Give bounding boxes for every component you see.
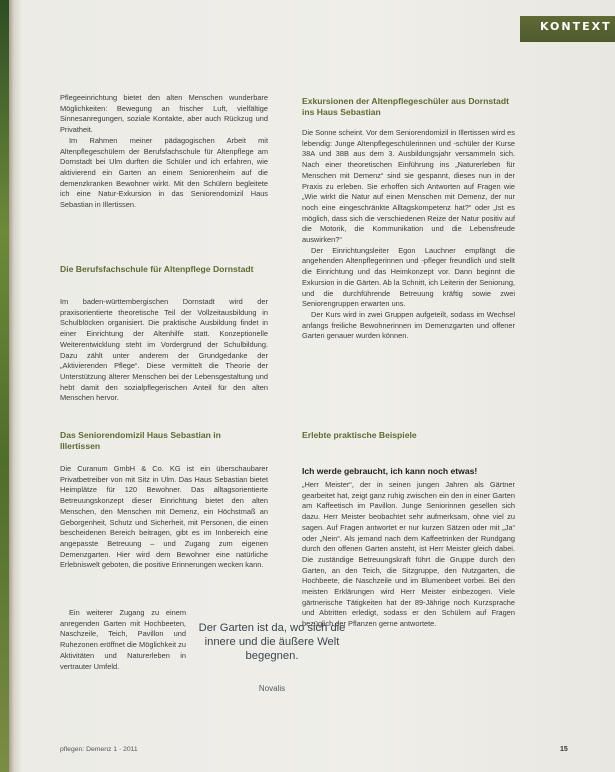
paragraph: Ein weiterer Zugang zu einem anregenden Garten mit Hochbeeten, Naschzeile, Teich, Pavillon und Ruhezonen eröffnet die Möglichkeit zu Aktivitäten und Naturerleben in vertrauter Umfeld. xyxy=(60,608,186,671)
quote-author: Novalis xyxy=(258,684,286,693)
col2-praxis xyxy=(302,480,515,630)
paragraph: Die Curanum GmbH & Co. KG ist ein überschaubarer Privatbetreiber von mit Sitz in Ulm. Das Haus Sebastian bietet Heimplätze für 120 Bewohner. Das alltagsorientierte Betreuungskonzept dieser Einrichtung bietet den alten Menschen, den Menschen mit Demenz, ein Höchstmaß an Geborgenheit, Schutz und Sicherheit, mit Personen, die einen bescheidenen Bereich beitragen, gibt es im Innbereich eine angepasste Betreuung – und Zugang zum eigenen Demenzgarten. Hier wird dem Bewohner eine natürliche Erlebniswelt geboten, die positive Erinnerungen wecken kann. xyxy=(60,464,268,570)
col1-seniorendomizil-cont xyxy=(60,608,186,672)
paragraph: Im Rahmen meiner pädagogischen Arbeit mit Altenpflegeschülern der Berufsfachschule für Altenpflege am Dornstadt bei Ulm durften die Schüler und ich erfahren, wie aktivierend ein Garten an einem Seniorenheim auf die demenzkranken Bewohner wirkt. Mit den Schülern begleitete ich eine Natur-Exkursion in das Seniorendomizil Haus Sebastian in Illertissen. xyxy=(60,135,268,210)
page-spine xyxy=(0,0,9,772)
paragraph: Der Einrichtungsleiter Egon Lauchner empfängt die angehenden Altenpflegerinnen und -pfleger freundlich und stellt die Einrichtung und das Heimkonzept vor. Dann beginnt die Exkursion in die Gärten. Ab la Schnitt, ich Leiterin der Seniorung, und die durchführende Betreuung kräftig sowie zwei Seniorengruppen erwarten uns. xyxy=(302,245,515,309)
pull-quote: Der Garten ist da, wo sich die innere und die äußere Welt begegnen. xyxy=(198,622,346,663)
col1-seniorendomizil xyxy=(60,464,268,571)
page-number: 15 xyxy=(560,746,568,753)
col2-exkursion xyxy=(302,128,515,342)
col1-berufsfachschule xyxy=(60,297,268,404)
col1-intro xyxy=(60,93,268,211)
heading-seniorendomizil: Das Seniorendomizil Haus Sebastian in Illertissen xyxy=(60,430,221,451)
heading-berufsfachschule: Die Berufsfachschule für Altenpflege Dornstadt xyxy=(60,264,254,274)
paragraph: Die Sonne scheint. Vor dem Seniorendomizil in Illertissen wird es lebendig: Junge Altenpflegeschülerinnen und -schüler der Kurse 38A und 38B aus dem 3. Ausbildungsjahr versammeln sich. Nach einer theoretischen Einführung ins „Naturerleben für Menschen mit Demenz“ sind sie gespannt, dieses nun in der Praxis zu erleben. Sie erhoffen sich Antworten auf Fragen wie „Wie wirkt die Natur auf einen Menschen mit Demenz, der nur noch eine eingeschränkte Alltagskompetenz hat?“ oder „Ist es möglich, dass sich die verschiedenen Reize der Natur positiv auf die Motorik, die Kommunikation und die Lebensfreude auswirken?“ xyxy=(302,128,515,245)
paragraph: Pflegeeinrichtung bietet den alten Menschen wunderbare Möglichkeiten: Bewegung an frischer Luft, vielfältige Sinnesanregungen, soziale Kontakte, aber auch Rückzug und Privatheit. xyxy=(60,93,268,135)
subheading-praxis: Ich werde gebraucht, ich kann noch etwas! xyxy=(302,466,478,476)
section-label: KONTEXT xyxy=(540,20,612,33)
paragraph: Im baden-württembergischen Dornstadt wird der praxisorientierte theoretische Teil der Vollzeitausbildung in Schulblöcken organisiert. Die praktische Ausbildung findet in einer Einrichtung der Altenhilfe statt. Konzeptionelle Weiterentwicklung steht im Vordergrund der Schulbildung. Dazu zählt unter anderem der Grundgedanke der „Aktivierenden Pflege“. Diese vermittelt die Theorie der Unterstützung älterer Menschen bei der Lebensgestaltung und hebt damit den sozialpflegerischen Anteil für den alten Menschen hervor. xyxy=(60,297,268,403)
heading-exkursion: Exkursionen der Altenpflegeschüler aus Dornstadt ins Haus Sebastian xyxy=(302,96,509,117)
footer-publication: pflegen: Demenz 1 · 2011 xyxy=(60,746,138,753)
heading-praxis: Erlebte praktische Beispiele xyxy=(302,430,417,440)
paragraph: Der Kurs wird in zwei Gruppen aufgeteilt, sodass im Wechsel anfangs freiliche Bewohnerinnen im Demenzgarten und offener Garten genauer wurden können. xyxy=(302,309,515,341)
paragraph: „Herr Meister“, der in seinen jungen Jahren als Gärtner gearbeitet hat, zeigt ganz ruhig zwischen ein den in einer Garten am Kaffeetisch im Pavillon. Junge Seniorinnen gesellen sich dazu. Herr Meister beobachtet sehr aufmerksam, ohne viel zu sagen. Auf Fragen antwortet er nur kurzen Sätzen oder mit „Ja“ oder „Nein“. Als jemand nach dem Kaffeetrinken der Rundgang durch den offenen Garten ansteht, ist Herr Meister gleich dabei. Die zuständige Betreuungskraft führt die Gruppe durch den Garten, an den Teich, die Sitzgruppe, den Nutzgarten, die Hochbeete, die Naschzeile und im Blumenbeet vorbei. Bei den meisten Erklärungen wird Herr Meister einbezogen. Viele gärtnerische Tätigkeiten hat der 89-Jährige noch Kurzsprache und Abtritten erledigt, sodass er den Schülern auf Fragen bezüglich der Pflanzen gerne antwortete. xyxy=(302,480,515,629)
